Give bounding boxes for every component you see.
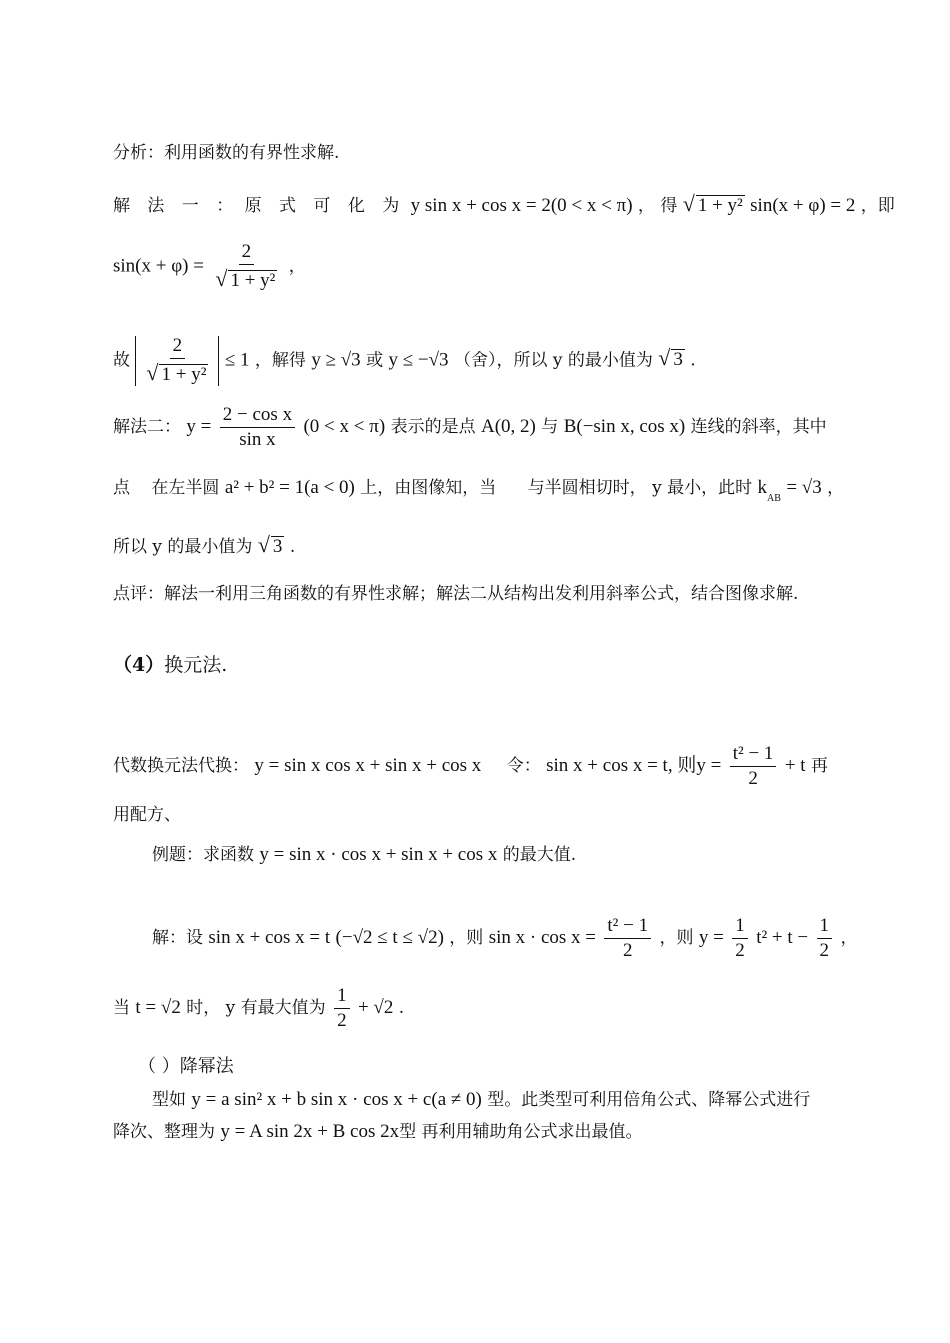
method2-y-eq: y = [186,415,212,437]
analysis-text: 分析：利用函数的有界性求解. [113,143,340,163]
example-eq: y = sin x · cos x + sin x + cos x [259,844,498,865]
method2-text4: 上，由图像知，当 [360,478,497,498]
method2-text2: 连线的斜率，其中 [690,416,827,437]
reduction-text4: 型 [399,1122,417,1142]
method2-sqrt3: √ 3 [257,532,283,557]
method2-kab: $k_{AB}$ [757,477,781,504]
solution-dang: 当 [113,997,130,1018]
solution-label: 解：设 [152,927,203,948]
solution-ze2: ，则 [659,927,694,948]
reduction-text5: 再利用辅助角公式求出最值。 [421,1122,643,1142]
substitution-line2 [113,803,880,827]
solution-line2 [113,986,880,1031]
reduction-line2 [113,1120,880,1144]
method1-line2-fraction [212,242,280,292]
example-tail: 的最大值. [502,845,577,865]
method1-sqrt-expr: √ 1 + y² [682,191,743,216]
substitution-line2-text: 用配方、 [113,805,181,825]
method1-line2 [113,242,880,292]
reduction-text1: 型如 [152,1090,186,1110]
method1-eq2-tail: sin(x + φ) = 2 [750,195,856,216]
method2-text1: 表示的是点 [390,416,476,437]
fraction-numerator: 2 − cos x [220,405,295,428]
method2-pointA: A(0, 2) [480,415,536,437]
section4-heading [113,653,880,677]
example-line [152,843,880,867]
abs-fraction: $\frac{2}{\text{√ 1 + y²}}$ [146,335,207,385]
substitution-eq2: sin x + cos x = t, 则y = [546,754,722,776]
analysis-line [113,141,880,165]
method2-conclusion-line: 所以 y 的最小值为 √ 3 . [113,532,296,557]
solution-max-fraction: $\frac{1}{2}$ [334,986,350,1031]
solution-half-fraction-2: $\frac{1}{2}$ [817,916,833,961]
method1-ineq1: y ≥ √3 [311,349,361,371]
section5-heading [138,1055,880,1079]
method2-text5: 与半圆相切时， [527,478,647,498]
method1-leq1: ≤ 1 [224,349,250,371]
fraction-denominator: sin x [239,428,276,450]
method1-line2-comma: ， [288,256,306,277]
section5-number: （ ） [138,1056,180,1077]
method1-solve-text: ，解得 [254,350,306,371]
example-text: 例题：求函数 [152,845,254,865]
method1-label: 解 法 一 ： [113,196,240,216]
solution-fraction: $\frac{\text{t² − 1}}{2}$ [604,916,651,961]
method2-circle: a² + b² = 1(a < 0) [224,477,355,498]
comment-text: 点评：解法一利用三角函数的有界性求解；解法二从结构出发利用斜率公式，结合图像求解. [113,584,799,604]
solution-comma: ， [840,927,858,948]
reduction-eq2: y = A sin 2x + B cos 2x [220,1121,400,1142]
fraction-numerator: 2 [239,242,255,265]
substitution-fraction: $\frac{\text{t² − 1}}{2}$ [730,744,777,789]
method1-get: ， 得 [637,196,678,216]
solution-shi: 时， [186,997,221,1018]
solution-ze: ，则 [449,927,484,948]
section4-title: 换元法. [164,654,228,676]
solution-t2: t² + t − [756,926,809,948]
method2-line2: 点 在左半圆 a² + b² = 1(a < 0) 上，由图像知，当 与半圆相切时， y 最小，此时 $k_{AB} = √3$ ， [113,477,845,504]
solution-period: . [398,997,405,1018]
method1-line2-lhs: sin(x + φ) = [113,255,204,277]
substitution-label: 代数换元法代换： [113,755,249,776]
method2-text6: y 最小，此时 [652,478,753,498]
method1-she: （舍），所以 [453,350,548,371]
substitution-zai: 再 [810,755,828,776]
method1-abs-value [135,336,219,386]
solution-eq2: sin x · cos x = [488,926,596,948]
substitution-ling: 令： [506,755,541,776]
solution-line1 [152,916,880,961]
method2-text3: 在左半圆 [151,478,220,498]
method1-sqrt3: √ 3 [658,345,683,371]
section4-number: （4） [113,654,165,676]
method1-huo: 或 [366,350,384,371]
reduction-line1 [152,1088,880,1112]
method2-line1 [113,405,880,450]
reduction-text2: 型。此类型可利用倍角公式、降幂公式进行 [487,1090,811,1110]
method1-eq1: y sin x + cos x = 2(0 < x < π) [410,195,633,216]
method2-yu: 与 [541,416,559,437]
solution-eq1: sin x + cos x = t [208,926,331,948]
method1-ji: ，即 [860,196,895,216]
method2-kab-val: = √3 [786,477,822,498]
method1-period: . [690,350,696,371]
solution-t-eq: t = √2 [135,996,181,1018]
method2-pointB: B(−sin x, cos x) [563,415,686,437]
substitution-plus-t: + t [784,754,806,776]
reduction-text3: 降次、整理为 [113,1122,215,1142]
method2-fraction [220,405,295,450]
solution-plus-sqrt2: + √2 [357,996,394,1018]
substitution-eq: y = sin x cos x + sin x + cos x [254,754,482,776]
method2-domain: (0 < x < π) [303,415,386,437]
comment-line [113,582,880,606]
method2-dian: 点 [113,478,130,498]
method1-intro: 原 式 可 化 为 [244,196,406,216]
fraction-denominator: √ 1 + y² [215,265,276,291]
solution-ymax: y 有最大值为 [225,997,326,1018]
method1-ineq2: y ≤ −√3 [388,349,449,371]
substitution-line1 [113,744,880,789]
method2-label: 解法二： [113,416,181,437]
reduction-eq: y = a sin² x + b sin x · cos x + c(a ≠ 0) [191,1089,482,1110]
method1-ymin-text: y 的最小值为 [552,350,653,371]
method2-conclusion: 所以 y 的最小值为 [113,537,253,557]
solution-y-eq: y = [698,926,724,948]
solution-half-fraction: $\frac{1}{2}$ [732,916,748,961]
section5-title: 降幂法 [179,1056,234,1077]
solution-range: (−√2 ≤ t ≤ √2) [335,926,444,948]
method1-gu: 故 [113,350,130,371]
method1-line1 [113,191,895,218]
method1-line3 [113,336,880,386]
